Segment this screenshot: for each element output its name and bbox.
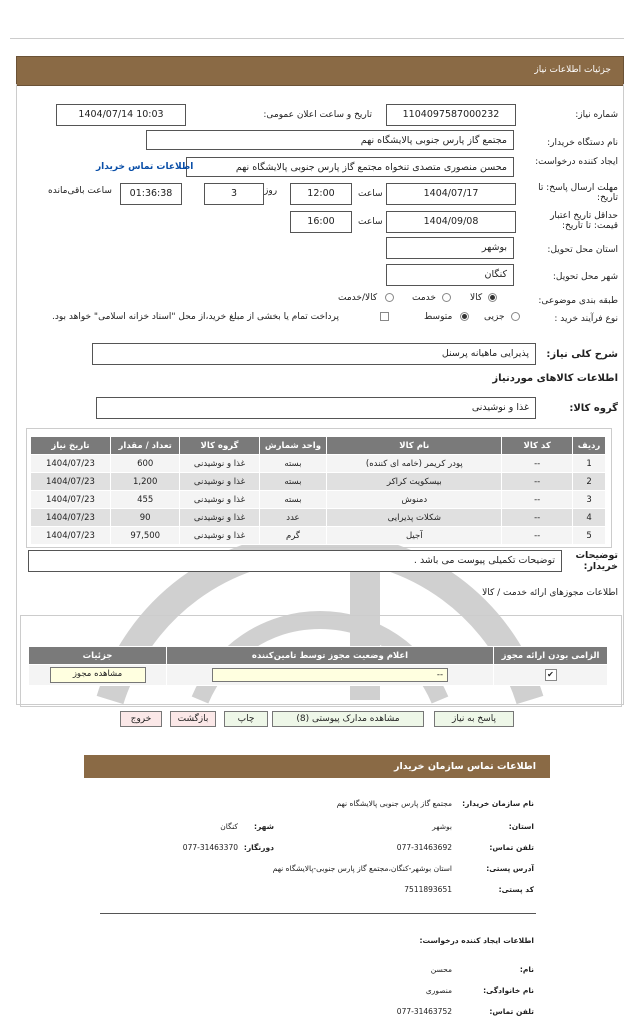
buyer-org-label: نام دستگاه خریدار: [547,138,618,148]
col-permit-status: اعلام وضعیت مجوز توسط تامین‌کننده [167,647,494,665]
category-service-text: خدمت [412,293,436,303]
category-label: طبقه بندی موضوعی: [538,296,618,306]
creator-info-title: اطلاعات ایجاد کننده درخواست: [419,936,534,945]
cell-name: بیسکویت کراکر [327,473,502,491]
treasury-payment-note: پرداخت تمام یا بخشی از مبلغ خرید،از محل "اسناد خزانه اسلامی" خواهد بود. [52,312,340,322]
creator-field: محسن منصوری متصدی تنخواه مجتمع گاز پارس جنوبی پالایشگاه نهم [186,157,514,177]
contact-city-label: شهر: [254,822,274,831]
contact-phone-value: 077-31463692 [396,843,452,852]
contact-org-value: مجتمع گاز پارس جنوبی پالایشگاه نهم [336,799,452,808]
table-row [31,455,606,473]
col-code: کد کالا [502,437,573,455]
cell-name: آجیل [327,527,502,545]
contact-postal-value: 7511893651 [404,885,452,894]
permit-required-checkbox[interactable]: ✔ [545,669,557,681]
cell-qty: 455 [110,491,180,509]
contact-address-label: آدرس پستی: [486,864,534,873]
deadline-time-field: 12:00 [290,183,352,205]
col-group: گروه کالا [180,437,259,455]
page-header [16,56,624,86]
deadline-time-label: ساعت [358,189,383,199]
goods-info-title: اطلاعات کالاهای موردنیاز [492,373,618,384]
creator-name-value: محسن [430,965,452,974]
cell-group: غذا و نوشیدنی [180,473,259,491]
col-name: نام کالا [327,437,502,455]
cell-group: غذا و نوشیدنی [180,455,259,473]
view-permit-button[interactable]: مشاهده مجوز [50,667,146,683]
cell-code: -- [502,527,573,545]
cell-code: -- [502,455,573,473]
province-label: استان محل تحویل: [547,245,618,255]
print-button[interactable]: چاپ [224,711,268,727]
deadline-label: مهلت ارسال پاسخ: تا تاریخ: [538,183,618,203]
cell-qty: 600 [110,455,180,473]
table-row [31,491,606,509]
remaining-time-field: 01:36:38 [120,183,182,205]
cell-code: -- [502,509,573,527]
cell-name: پودر کریمر (خامه ای کننده) [327,455,502,473]
cell-group: غذا و نوشیدنی [180,527,259,545]
process-minor-text: جزیی [484,312,505,322]
reply-button[interactable]: پاسخ به نیاز [434,711,514,727]
table-row [31,509,606,527]
cell-unit: عدد [259,509,327,527]
deadline-date-field: 1404/07/17 [386,183,516,205]
col-row: ردیف [573,437,606,455]
summary-field: پذیرایی ماهیانه پرسنل [92,343,536,365]
contact-postal-label: کد پستی: [498,885,534,894]
col-date: تاریخ نیاز [31,437,111,455]
contact-address-value: استان بوشهر-کنگان،مجتمع گاز پارس جنوبی-پالایشگاه نهم [272,864,452,873]
contact-province-value: بوشهر [432,822,452,831]
table-row [31,473,606,491]
cell-name: شکلات پذیرایی [327,509,502,527]
cell-qty: 1,200 [110,473,180,491]
cell-row: 3 [573,491,606,509]
cell-permit-required [494,665,608,686]
validity-date-field: 1404/09/08 [386,211,516,233]
table-row [29,665,608,686]
items-table [30,436,606,545]
city-label: شهر محل تحویل: [552,272,618,282]
attachments-button[interactable]: مشاهده مدارک پیوستی (8) [272,711,424,727]
buyer-notes-field: توضیحات تکمیلی پیوست می باشد . [28,550,562,572]
cell-row: 4 [573,509,606,527]
days-field: 3 [204,183,264,205]
province-field: بوشهر [386,237,514,259]
category-both-text: کالا/خدمت [338,293,378,303]
cell-permit-status [167,665,494,686]
cell-date: 1404/07/23 [31,527,111,545]
creator-phone-value: 077-31463752 [396,1007,452,1016]
process-minor-radio[interactable] [511,312,520,321]
cell-unit: بسته [259,455,327,473]
announce-field: 1404/07/14 10:03 [56,104,186,126]
process-label: نوع فرآیند خرید : [554,314,618,324]
col-permit-required: الزامی بودن ارائه مجوز [494,647,608,665]
remaining-label: ساعت باقی‌مانده [48,186,112,196]
cell-group: غذا و نوشیدنی [180,509,259,527]
cell-group: غذا و نوشیدنی [180,491,259,509]
category-goods-text: کالا [470,293,483,303]
cell-unit: گرم [259,527,327,545]
contact-city-value: کنگان [220,822,238,831]
cell-name: دمنوش [327,491,502,509]
creator-phone-label: تلفن تماس: [489,1007,534,1016]
contact-fax-label: دورنگار: [243,843,274,852]
exit-button[interactable]: خروج [120,711,162,727]
cell-row: 5 [573,527,606,545]
creator-label: ایجاد کننده درخواست: [535,157,618,167]
city-field: کنگان [386,264,514,286]
cell-date: 1404/07/23 [31,455,111,473]
cell-qty: 97,500 [110,527,180,545]
contact-header [84,755,550,778]
category-goods-radio[interactable] [488,293,497,302]
cell-date: 1404/07/23 [31,473,111,491]
need-number-field: 1104097587000232 [386,104,516,126]
need-number-label: شماره نیاز: [575,110,618,120]
col-permit-details: جزئیات [29,647,167,665]
buyer-notes-label: توضیحات خریدار: [575,550,618,572]
category-service-radio[interactable] [442,293,451,302]
contact-divider [100,913,536,914]
contact-phone-label: تلفن تماس: [489,843,534,852]
process-medium-radio[interactable] [460,312,469,321]
col-qty: تعداد / مقدار [110,437,180,455]
creator-family-label: نام خانوادگی: [483,986,534,995]
cell-row: 1 [573,455,606,473]
summary-label: شرح کلی نیاز: [546,349,618,360]
contact-province-label: استان: [508,822,534,831]
buyer-contact-link[interactable]: اطلاعات تماس خریدار [96,162,194,172]
top-divider [10,38,624,39]
page-title: جزئیات اطلاعات نیاز [534,65,611,75]
category-both-radio[interactable] [385,293,394,302]
contact-title: اطلاعات تماس سازمان خریدار [393,761,536,772]
col-unit: واحد شمارش [259,437,327,455]
permit-status-field: -- [212,668,448,682]
cell-qty: 90 [110,509,180,527]
back-button[interactable]: بازگشت [170,711,216,727]
validity-label: حداقل تاریخ اعتبار قیمت: تا تاریخ: [550,211,618,231]
contact-fax-value: 077-31463370 [182,843,238,852]
cell-unit: بسته [259,491,327,509]
permits-title: اطلاعات مجوزهای ارائه خدمت / کالا [482,588,618,598]
cell-date: 1404/07/23 [31,491,111,509]
announce-label: تاریخ و ساعت اعلان عمومی: [263,110,372,120]
buyer-org-field: مجتمع گاز پارس جنوبی پالایشگاه نهم [146,130,514,150]
treasury-payment-checkbox[interactable] [380,312,389,321]
goods-group-label: گروه کالا: [569,403,618,414]
cell-permit-details [29,665,167,686]
permits-table [28,646,608,686]
cell-code: -- [502,473,573,491]
creator-family-value: منصوری [425,986,452,995]
table-row [31,527,606,545]
validity-time-label: ساعت [358,217,383,227]
process-medium-text: متوسط [424,312,453,322]
cell-unit: بسته [259,473,327,491]
validity-time-field: 16:00 [290,211,352,233]
day-label: روز [264,186,278,196]
creator-name-label: نام: [519,965,534,974]
contact-org-label: نام سازمان خریدار: [462,799,534,808]
cell-code: -- [502,491,573,509]
cell-date: 1404/07/23 [31,509,111,527]
cell-row: 2 [573,473,606,491]
goods-group-field: غذا و نوشیدنی [96,397,536,419]
